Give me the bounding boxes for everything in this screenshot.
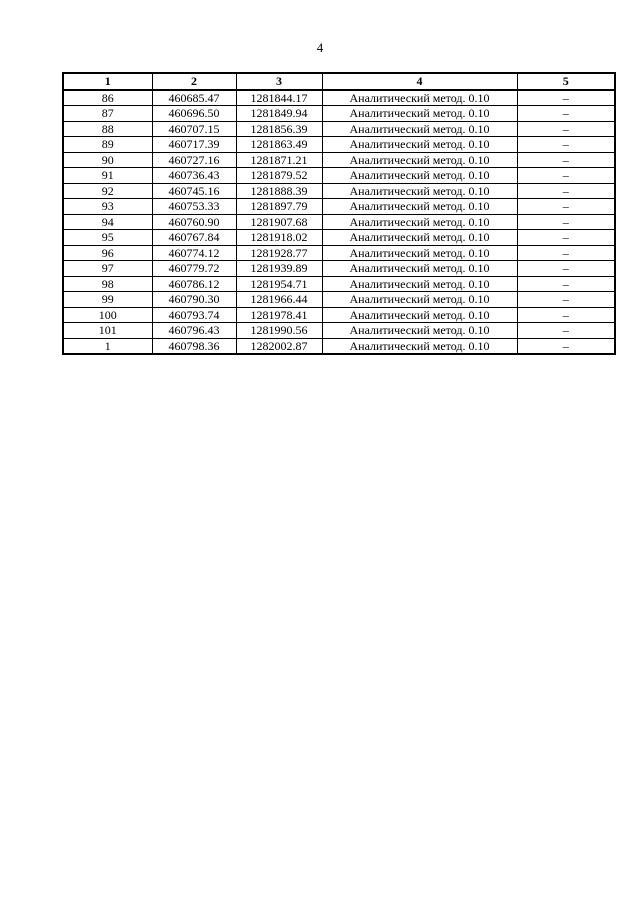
cell-point-number: 99 bbox=[63, 292, 152, 308]
cell-y-coordinate: 1281849.94 bbox=[236, 106, 322, 122]
cell-y-coordinate: 1281888.39 bbox=[236, 183, 322, 199]
cell-note: – bbox=[517, 90, 615, 106]
cell-y-coordinate: 1281966.44 bbox=[236, 292, 322, 308]
cell-method: Аналитический метод. 0.10 bbox=[322, 323, 517, 339]
table-row bbox=[63, 214, 615, 230]
cell-method: Аналитический метод. 0.10 bbox=[322, 199, 517, 215]
cell-y-coordinate: 1281897.79 bbox=[236, 199, 322, 215]
table-row bbox=[63, 230, 615, 246]
table-row bbox=[63, 323, 615, 339]
coordinates-table bbox=[62, 72, 616, 355]
cell-point-number: 86 bbox=[63, 90, 152, 106]
cell-note: – bbox=[517, 338, 615, 354]
cell-point-number: 92 bbox=[63, 183, 152, 199]
cell-note: – bbox=[517, 168, 615, 184]
cell-x-coordinate: 460707.15 bbox=[152, 121, 236, 137]
cell-x-coordinate: 460786.12 bbox=[152, 276, 236, 292]
header-col-5: 5 bbox=[517, 73, 615, 90]
table-row bbox=[63, 261, 615, 277]
table-row bbox=[63, 106, 615, 122]
cell-method: Аналитический метод. 0.10 bbox=[322, 168, 517, 184]
cell-x-coordinate: 460745.16 bbox=[152, 183, 236, 199]
cell-x-coordinate: 460736.43 bbox=[152, 168, 236, 184]
cell-y-coordinate: 1281928.77 bbox=[236, 245, 322, 261]
cell-method: Аналитический метод. 0.10 bbox=[322, 214, 517, 230]
cell-method: Аналитический метод. 0.10 bbox=[322, 276, 517, 292]
cell-method: Аналитический метод. 0.10 bbox=[322, 307, 517, 323]
cell-point-number: 89 bbox=[63, 137, 152, 153]
cell-method: Аналитический метод. 0.10 bbox=[322, 245, 517, 261]
table-body bbox=[63, 90, 615, 355]
cell-y-coordinate: 1281918.02 bbox=[236, 230, 322, 246]
table-row bbox=[63, 245, 615, 261]
cell-note: – bbox=[517, 292, 615, 308]
cell-x-coordinate: 460790.30 bbox=[152, 292, 236, 308]
cell-x-coordinate: 460685.47 bbox=[152, 90, 236, 106]
table-row bbox=[63, 90, 615, 106]
cell-note: – bbox=[517, 152, 615, 168]
table-header bbox=[63, 73, 615, 90]
table-row bbox=[63, 168, 615, 184]
cell-point-number: 97 bbox=[63, 261, 152, 277]
cell-y-coordinate: 1281844.17 bbox=[236, 90, 322, 106]
cell-note: – bbox=[517, 323, 615, 339]
cell-y-coordinate: 1281990.56 bbox=[236, 323, 322, 339]
cell-note: – bbox=[517, 307, 615, 323]
cell-note: – bbox=[517, 106, 615, 122]
cell-method: Аналитический метод. 0.10 bbox=[322, 230, 517, 246]
cell-point-number: 87 bbox=[63, 106, 152, 122]
cell-x-coordinate: 460753.33 bbox=[152, 199, 236, 215]
page-number: 4 bbox=[316, 40, 324, 55]
cell-note: – bbox=[517, 199, 615, 215]
cell-x-coordinate: 460717.39 bbox=[152, 137, 236, 153]
table-row bbox=[63, 292, 615, 308]
cell-x-coordinate: 460767.84 bbox=[152, 230, 236, 246]
table-row bbox=[63, 199, 615, 215]
table-row bbox=[63, 152, 615, 168]
cell-method: Аналитический метод. 0.10 bbox=[322, 106, 517, 122]
cell-method: Аналитический метод. 0.10 bbox=[322, 292, 517, 308]
cell-method: Аналитический метод. 0.10 bbox=[322, 137, 517, 153]
table-row bbox=[63, 121, 615, 137]
cell-method: Аналитический метод. 0.10 bbox=[322, 121, 517, 137]
cell-y-coordinate: 1281879.52 bbox=[236, 168, 322, 184]
cell-note: – bbox=[517, 261, 615, 277]
cell-point-number: 98 bbox=[63, 276, 152, 292]
header-col-2: 2 bbox=[152, 73, 236, 90]
cell-point-number: 100 bbox=[63, 307, 152, 323]
cell-x-coordinate: 460774.12 bbox=[152, 245, 236, 261]
cell-method: Аналитический метод. 0.10 bbox=[322, 338, 517, 354]
cell-x-coordinate: 460793.74 bbox=[152, 307, 236, 323]
cell-note: – bbox=[517, 137, 615, 153]
cell-point-number: 91 bbox=[63, 168, 152, 184]
cell-point-number: 1 bbox=[63, 338, 152, 354]
cell-point-number: 90 bbox=[63, 152, 152, 168]
cell-point-number: 96 bbox=[63, 245, 152, 261]
cell-method: Аналитический метод. 0.10 bbox=[322, 90, 517, 106]
cell-point-number: 93 bbox=[63, 199, 152, 215]
header-col-3: 3 bbox=[236, 73, 322, 90]
cell-y-coordinate: 1281978.41 bbox=[236, 307, 322, 323]
cell-y-coordinate: 1281863.49 bbox=[236, 137, 322, 153]
header-row bbox=[63, 73, 615, 90]
table-row bbox=[63, 338, 615, 354]
cell-x-coordinate: 460779.72 bbox=[152, 261, 236, 277]
table-row bbox=[63, 137, 615, 153]
cell-point-number: 94 bbox=[63, 214, 152, 230]
cell-y-coordinate: 1281954.71 bbox=[236, 276, 322, 292]
cell-y-coordinate: 1281939.89 bbox=[236, 261, 322, 277]
cell-method: Аналитический метод. 0.10 bbox=[322, 152, 517, 168]
table-row bbox=[63, 276, 615, 292]
cell-y-coordinate: 1281907.68 bbox=[236, 214, 322, 230]
cell-note: – bbox=[517, 121, 615, 137]
cell-y-coordinate: 1281856.39 bbox=[236, 121, 322, 137]
table-row bbox=[63, 307, 615, 323]
cell-x-coordinate: 460796.43 bbox=[152, 323, 236, 339]
cell-note: – bbox=[517, 183, 615, 199]
cell-point-number: 88 bbox=[63, 121, 152, 137]
cell-point-number: 101 bbox=[63, 323, 152, 339]
cell-x-coordinate: 460696.50 bbox=[152, 106, 236, 122]
cell-note: – bbox=[517, 245, 615, 261]
header-col-4: 4 bbox=[322, 73, 517, 90]
cell-x-coordinate: 460727.16 bbox=[152, 152, 236, 168]
cell-note: – bbox=[517, 214, 615, 230]
table-row bbox=[63, 183, 615, 199]
cell-y-coordinate: 1282002.87 bbox=[236, 338, 322, 354]
cell-note: – bbox=[517, 276, 615, 292]
cell-method: Аналитический метод. 0.10 bbox=[322, 183, 517, 199]
cell-note: – bbox=[517, 230, 615, 246]
cell-y-coordinate: 1281871.21 bbox=[236, 152, 322, 168]
cell-x-coordinate: 460798.36 bbox=[152, 338, 236, 354]
cell-method: Аналитический метод. 0.10 bbox=[322, 261, 517, 277]
header-col-1: 1 bbox=[63, 73, 152, 90]
cell-x-coordinate: 460760.90 bbox=[152, 214, 236, 230]
cell-point-number: 95 bbox=[63, 230, 152, 246]
